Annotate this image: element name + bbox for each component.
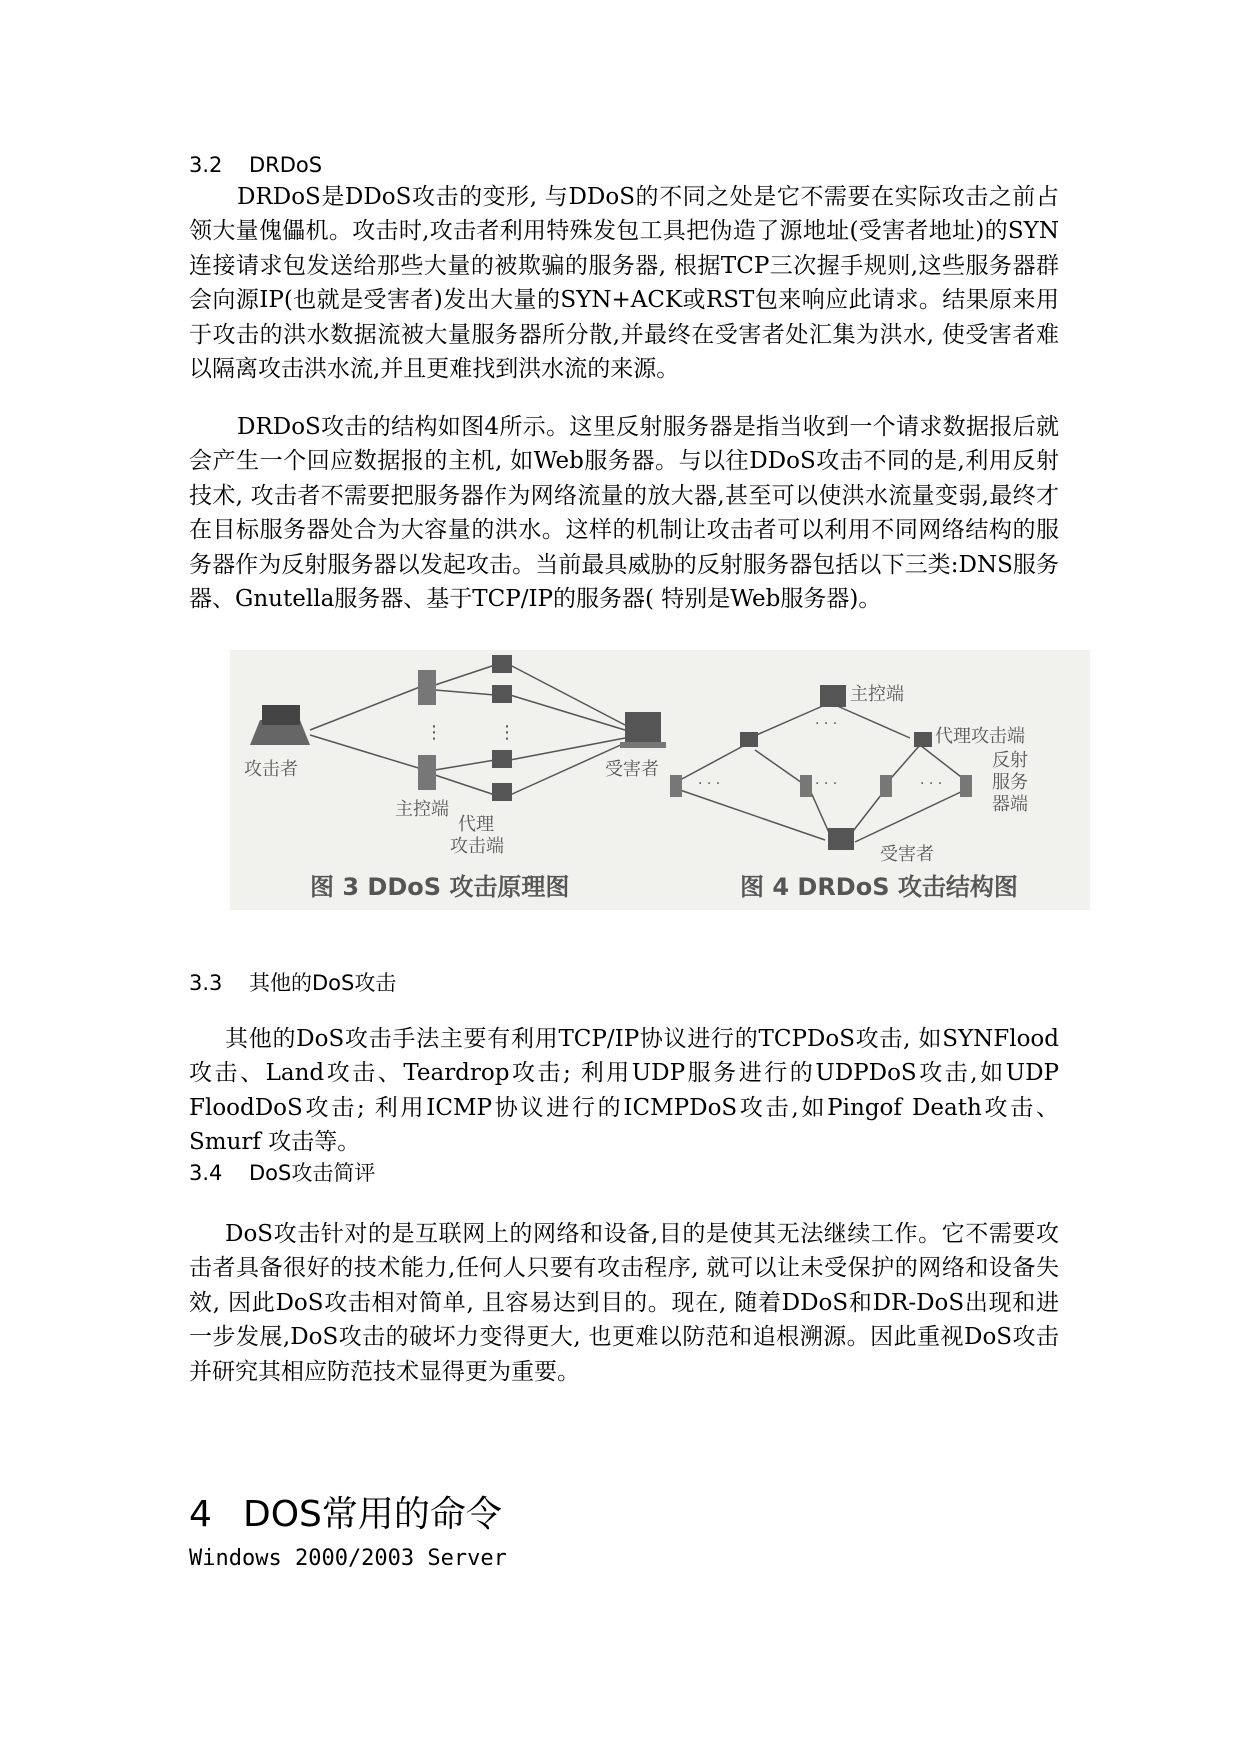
link-attacker-master-bottom: [310, 735, 425, 770]
link-agent-refl-l: [755, 750, 805, 785]
paragraph-drdos-2: DRDoS攻击的结构如图4所示。这里反射服务器是指当收到一个请求数据报后就会产生一个回应数据报的主机, 如Web服务器。与以往DDoS攻击不同的是,利用反射技术, 攻击者不需要把服务器作为网络流量的放大器,甚至可以使洪水流量变弱,最终才在目标服务器处合为大容量的洪水。这样的机制让攻击者可以利用不同网络结构的服务器作为反射服务器以发起攻击。当前最具威胁的反射服务器包括以下三类:DNS服务器、Gnutella服务器、基于TCP/IP的服务器( 特别是Web服务器)。: [189, 414, 1059, 613]
section-heading-3-3: [189, 970, 396, 996]
section-number: 3.3: [189, 971, 223, 995]
link-a1-victim: [510, 665, 625, 725]
section-heading-3-4: [189, 1160, 375, 1186]
link-m1-a1: [435, 665, 495, 685]
fig3-caption: 图 3 DDoS 攻击原理图: [310, 873, 570, 901]
server-icon: [800, 775, 812, 797]
section-title: DoS攻击简评: [249, 1161, 376, 1185]
chapter-subtitle: Windows 2000/2003 Server: [189, 1546, 507, 1571]
computer-icon: [828, 828, 854, 850]
server-icon: [960, 775, 972, 797]
fig4-dots-right: · · ·: [920, 776, 943, 792]
fig3-dots-master: ⋮: [425, 722, 443, 743]
link-m2-a3: [435, 760, 495, 770]
fig4-dots-left: · · ·: [698, 776, 721, 792]
link-master-right: [835, 705, 910, 738]
link-refl-victim-2: [850, 790, 885, 835]
link-a3-victim: [510, 738, 625, 760]
server-icon: [418, 670, 436, 705]
fig4-label-victim: 受害者: [880, 844, 934, 865]
fig4-label-agent: 代理攻击端: [935, 726, 1025, 747]
fig3-dots-agent: ⋮: [498, 722, 516, 743]
fig4-dots-bottom: · · ·: [815, 776, 838, 792]
fig4-label-reflector-1: 反射: [992, 750, 1028, 771]
figure-diagram: [230, 650, 1090, 910]
computer-icon: [492, 750, 512, 768]
link-left-victim: [680, 790, 825, 840]
fig4-label-reflector-2: 服务: [992, 772, 1028, 793]
server-icon: [418, 755, 436, 790]
section-number: 3.4: [189, 1161, 223, 1185]
figure-ddos-drdos: [230, 650, 1090, 910]
section-title: 其他的DoS攻击: [249, 971, 397, 995]
computer-icon: [492, 783, 512, 801]
section-title: DRDoS: [249, 153, 323, 177]
link-agent-left: [680, 745, 745, 780]
server-icon: [670, 775, 682, 797]
fig3-label-victim: 受害者: [605, 759, 659, 780]
fig4-caption: 图 4 DRDoS 攻击结构图: [740, 873, 1018, 901]
paragraph-other-dos: 其他的DoS攻击手法主要有利用TCP/IP协议进行的TCPDoS攻击, 如SYNFlood攻击、Land攻击、Teardrop攻击; 利用UDP服务进行的UDPDoS攻击,如UDP FloodDoS攻击; 利用ICMP协议进行的ICMPDoS攻击,如Pingof Death攻击、Smurf 攻击等。: [189, 1026, 1059, 1156]
computer-icon: [492, 685, 512, 703]
fig3-label-agent-2: 攻击端: [450, 836, 504, 857]
paragraph-drdos-1: DRDoS是DDoS攻击的变形, 与DDoS的不同之处是它不需要在实际攻击之前占领大量傀儡机。攻击时,攻击者利用特殊发包工具把伪造了源地址(受害者地址)的SYN连接请求包发送给那些大量的被欺骗的服务器, 根据TCP三次握手规则,这些服务器群会向源IP(也就是受害者)发出大量的SYN+ACK或RST包来响应此请求。结果原来用于攻击的洪水数据流被大量服务器所分散,并最终在受害者处汇集为洪水, 使受害者难以隔离攻击洪水流,并且更难找到洪水流的来源。: [189, 184, 1059, 383]
section-number: 3.2: [189, 153, 223, 177]
computer-icon: [820, 685, 846, 707]
server-icon: [880, 775, 892, 797]
link-agent-refl-rr: [920, 745, 965, 780]
paragraph-dos-review: DoS攻击针对的是互联网上的网络和设备,目的是使其无法继续工作。它不需要攻击者具备很好的技术能力,任何人只要有攻击程序, 就可以让未受保护的网络和设备失效, 因此DoS攻击相对简单, 且容易达到目的。现在, 随着DDoS和DR-DoS出现和进一步发展,DoS攻击的破坏力变得更大, 也更难以防范和追根溯源。因此重视DoS攻击并研究其相应防范技术显得更为重要。: [189, 1221, 1059, 1385]
link-m2-a4: [435, 775, 495, 795]
link-refl-victim-1: [810, 790, 830, 835]
link-refl-victim-3: [855, 790, 965, 842]
fig4-label-reflector-3: 器端: [992, 794, 1028, 815]
link-attacker-master-top: [310, 685, 425, 730]
section-heading-3-2: [189, 152, 322, 178]
chapter-title: DOS常用的命令: [243, 1494, 502, 1535]
computer-icon: [625, 712, 661, 742]
fig3-label-attacker: 攻击者: [244, 759, 298, 780]
link-m1-a2: [435, 690, 495, 695]
fig3-label-master: 主控端: [395, 799, 449, 820]
computer-icon: [740, 732, 758, 747]
fig4-label-master: 主控端: [850, 684, 904, 705]
computer-icon: [492, 655, 512, 673]
fig3-label-agent-1: 代理: [458, 814, 494, 835]
computer-icon: [914, 732, 932, 747]
link-a2-victim: [510, 695, 625, 730]
chapter-heading-4: [189, 1493, 502, 1537]
fig4-dots-top: · · ·: [815, 716, 838, 732]
laptop-icon: [250, 705, 310, 745]
fig3-links: [310, 665, 625, 795]
chapter-number: 4: [189, 1494, 212, 1535]
